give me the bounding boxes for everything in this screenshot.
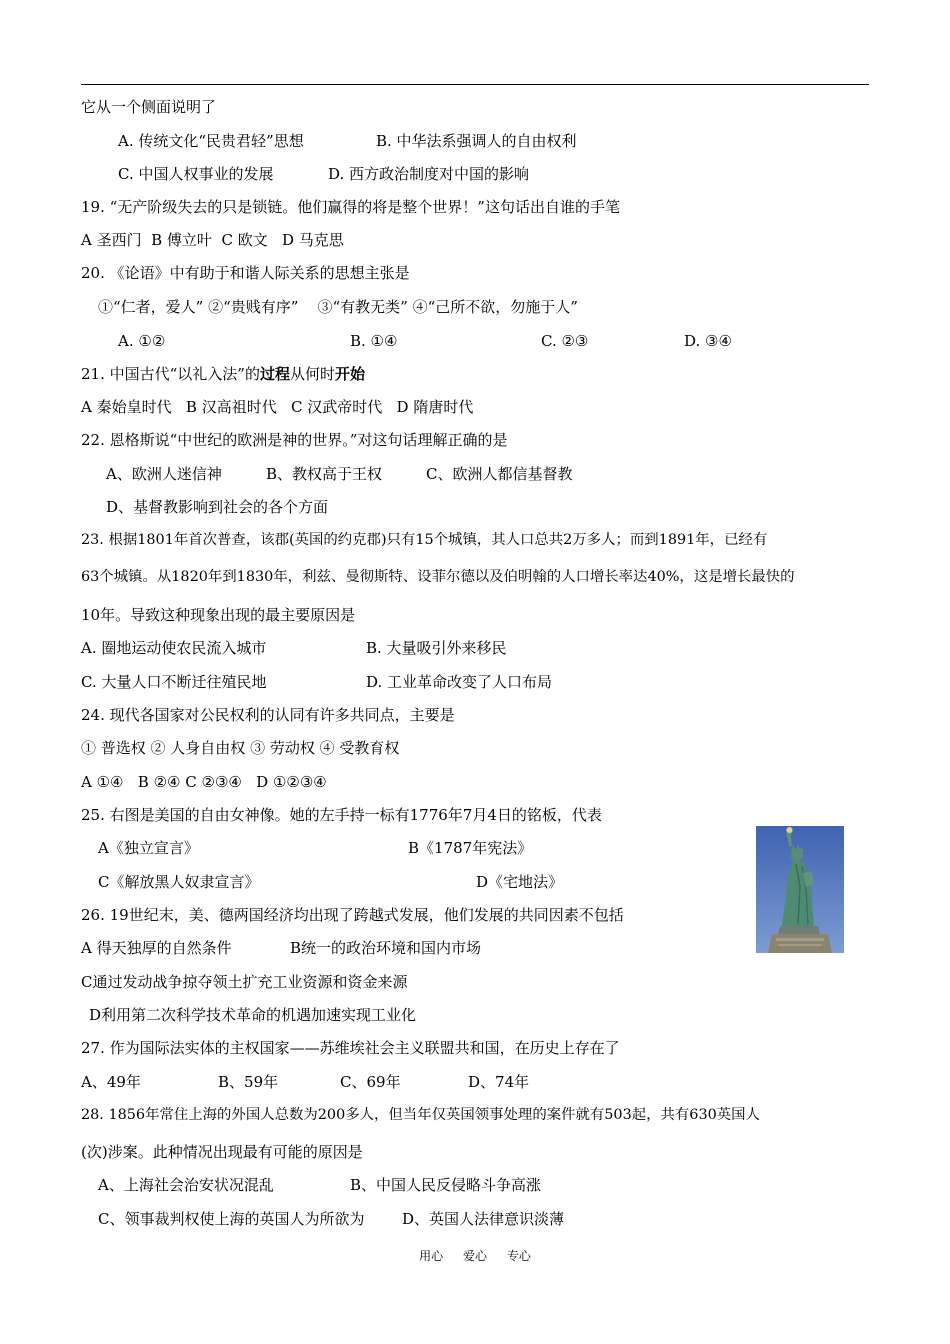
q28-option-c: C、领事裁判权使上海的英国人为所欲为 [98, 1210, 365, 1228]
q26-option-c: C通过发动战争掠夺领土扩充工业资源和资金来源 [81, 973, 408, 991]
question-23-line-1: 23. 根据1801年首次普查，该郡(英国的约克郡)只有15个城镇，其人口总共2万多人；而到1891年，已经有 [81, 532, 768, 548]
q25-option-c: C《解放黑人奴隶宣言》 [98, 873, 260, 891]
question-22: 22. 恩格斯说“中世纪的欧洲是神的世界。”对这句话理解正确的是 [81, 431, 508, 449]
page-footer [0, 1248, 950, 1264]
header-rule [81, 84, 869, 85]
q18-option-b: B. 中华法系强调人的自由权利 [376, 132, 577, 150]
q21-options: A 秦始皇时代 B 汉高祖时代 C 汉武帝时代 D 隋唐时代 [81, 398, 474, 416]
q18-option-c: C. 中国人权事业的发展 [118, 165, 274, 183]
question-27: 27. 作为国际法实体的主权国家——苏维埃社会主义联盟共和国，在历史上存在了 [81, 1039, 620, 1057]
q27-option-d: D、74年 [468, 1073, 530, 1091]
question-23-line-3: 10年。导致这种现象出现的最主要原因是 [81, 606, 356, 624]
q26-option-b: B统一的政治环境和国内市场 [290, 939, 482, 957]
question-20: 20. 《论语》中有助于和谐人际关系的思想主张是 [81, 264, 410, 282]
q21-text-2: 从何时 [289, 365, 335, 383]
q25-option-a: A《独立宣言》 [98, 839, 199, 857]
question-24: 24. 现代各国家对公民权利的认同有许多共同点，主要是 [81, 706, 455, 724]
q24-options: A ①④ B ②④ C ②③④ D ①②③④ [81, 773, 327, 791]
q28-option-a: A、上海社会治安状况混乱 [98, 1176, 274, 1194]
footer-word-3: 专心 [506, 1249, 531, 1263]
q22-option-b: B、教权高于王权 [266, 465, 383, 483]
q20-option-b: B. ①④ [350, 332, 398, 350]
q19-options: A 圣西门 B 傅立叶 C 欧文 D 马克思 [81, 231, 344, 249]
q28-option-d: D、英国人法律意识淡薄 [402, 1210, 565, 1228]
q21-bold-1: 过程 [259, 365, 290, 383]
q23-option-b: B. 大量吸引外来移民 [366, 639, 507, 657]
q22-option-a: A、欧洲人迷信神 [106, 465, 222, 483]
question-26: 26. 19世纪末，美、德两国经济均出现了跨越式发展，他们发展的共同因素不包括 [81, 906, 624, 924]
q20-statements: ①“仁者，爱人” ②“贵贱有序” ③“有教无类” ④“己所不欲，勿施于人” [98, 298, 578, 316]
q18-option-d: D. 西方政治制度对中国的影响 [328, 165, 530, 183]
q26-option-d: D利用第二次科学技术革命的机遇加速实现工业化 [89, 1006, 417, 1024]
question-19: 19. “无产阶级失去的只是锁链。他们赢得的将是整个世界！”这句话出自谁的手笔 [81, 198, 620, 216]
q20-option-a: A. ①② [118, 332, 166, 350]
q20-option-d: D. ③④ [684, 332, 732, 350]
q27-option-a: A、49年 [81, 1073, 141, 1091]
q25-option-b: B《1787年宪法》 [408, 839, 533, 857]
question-28-line-2: (次)涉案。此种情况出现最有可能的原因是 [81, 1143, 363, 1161]
q28-option-b: B、中国人民反侵略斗争高涨 [350, 1176, 542, 1194]
q23-option-c: C. 大量人口不断迁往殖民地 [81, 673, 267, 691]
statue-of-liberty-image [756, 826, 844, 953]
question-25: 25. 右图是美国的自由女神像。她的左手持一标有1776年7月4日的铭板，代表 [81, 806, 602, 824]
question-18-stem: 它从一个侧面说明了 [81, 98, 217, 116]
q23-option-a: A. 圈地运动使农民流入城市 [81, 639, 267, 657]
q18-option-a: A. 传统文化“民贵君轻”思想 [118, 132, 304, 150]
q26-option-a: A 得天独厚的自然条件 [81, 939, 232, 957]
q27-option-c: C、69年 [340, 1073, 401, 1091]
footer-word-1: 用心 [419, 1249, 444, 1263]
q22-option-c: C、欧洲人都信基督教 [426, 465, 573, 483]
question-23-line-2: 63个城镇。从1820年到1830年，利兹、曼彻斯特、设菲尔德以及伯明翰的人口增长率达40%，这是增长最快的 [81, 569, 795, 585]
q21-bold-2: 开始 [335, 365, 366, 383]
footer-word-2: 爱心 [462, 1249, 487, 1263]
q21-text-1: 21. 中国古代“以礼入法”的 [81, 365, 260, 383]
q24-statements: ① 普选权 ② 人身自由权 ③ 劳动权 ④ 受教育权 [81, 739, 400, 757]
q22-option-d: D、基督教影响到社会的各个方面 [106, 498, 329, 516]
q27-option-b: B、59年 [218, 1073, 279, 1091]
q23-option-d: D. 工业革命改变了人口布局 [366, 673, 553, 691]
question-21 [81, 364, 365, 384]
q25-option-d: D《宅地法》 [476, 873, 564, 891]
q20-option-c: C. ②③ [541, 332, 589, 350]
question-28-line-1: 28. 1856年常住上海的外国人总数为200多人，但当年仅英国领事处理的案件就有503起，共有630英国人 [81, 1107, 760, 1123]
